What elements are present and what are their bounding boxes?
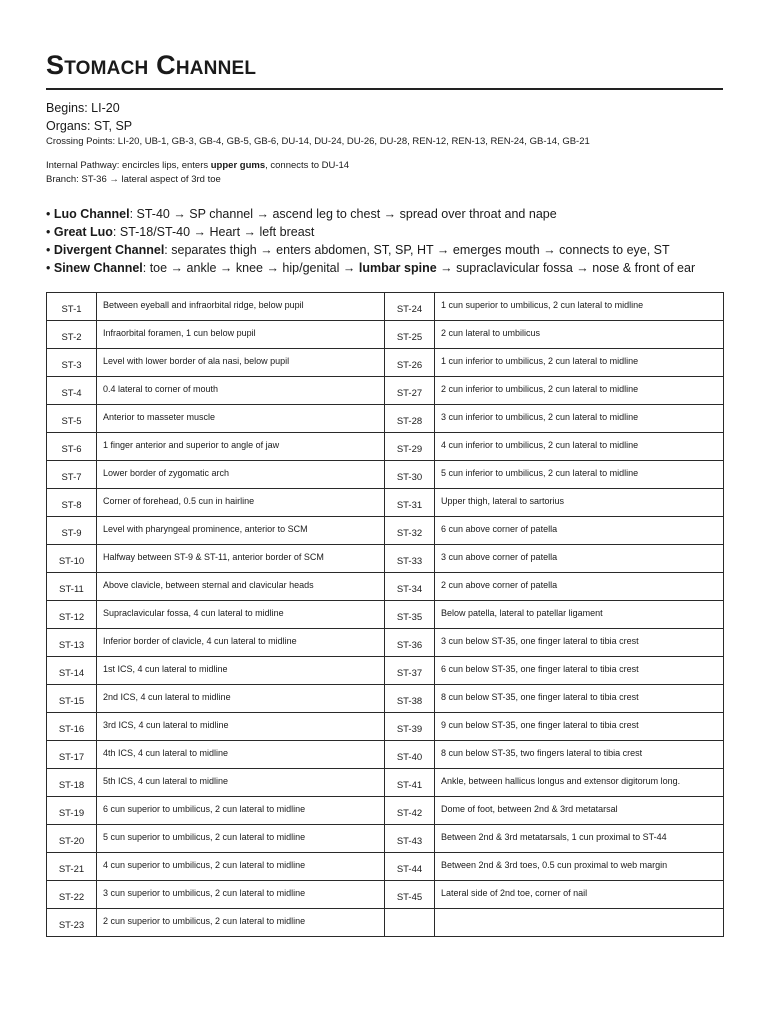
point-code: ST-16 bbox=[58, 724, 85, 735]
point-location: 2 cun above corner of patella bbox=[441, 579, 558, 590]
point-location-cell-left bbox=[97, 517, 385, 545]
point-location-cell-right bbox=[435, 545, 724, 573]
point-location: 2nd ICS, 4 cun lateral to midline bbox=[103, 691, 231, 702]
point-location-cell-left bbox=[97, 741, 385, 769]
point-code-cell-right bbox=[385, 405, 435, 433]
point-code-cell-left bbox=[47, 797, 97, 825]
point-code: ST-4 bbox=[61, 388, 82, 399]
point-code: ST-11 bbox=[59, 584, 84, 595]
point-location: Between eyeball and infraorbital ridge, below pupil bbox=[103, 299, 304, 310]
table-row bbox=[47, 657, 724, 685]
table-row bbox=[47, 461, 724, 489]
point-location-cell-left bbox=[97, 461, 385, 489]
point-code: ST-22 bbox=[58, 892, 85, 903]
point-code: ST-2 bbox=[61, 332, 82, 343]
table-row bbox=[47, 685, 724, 713]
point-code-cell-right bbox=[385, 713, 435, 741]
point-code: ST-34 bbox=[396, 584, 423, 595]
point-location-cell-left bbox=[97, 657, 385, 685]
point-location: Level with pharyngeal prominence, anterior to SCM bbox=[103, 523, 308, 534]
point-code: ST-14 bbox=[58, 668, 85, 679]
point-location: 3 cun below ST-35, one finger lateral to tibia crest bbox=[441, 635, 639, 646]
table-row bbox=[47, 433, 724, 461]
point-location-cell-left bbox=[97, 601, 385, 629]
point-location-cell-right bbox=[435, 293, 724, 321]
table-row bbox=[47, 349, 724, 377]
point-location-cell-left bbox=[97, 825, 385, 853]
bullet-text-continued: → supraclavicular fossa → nose & front of ear bbox=[436, 261, 696, 275]
point-location-cell-left bbox=[97, 629, 385, 657]
point-location: 5 cun superior to umbilicus, 2 cun lateral to midline bbox=[103, 831, 306, 842]
bullet-text: : separates thigh → enters abdomen, ST, SP, HT → emerges mouth → connects to eye, ST bbox=[164, 243, 670, 257]
point-code: ST-6 bbox=[61, 444, 82, 455]
point-location: Halfway between ST-9 & ST-11, anterior border of SCM bbox=[103, 551, 324, 562]
point-location-cell-right bbox=[435, 769, 724, 797]
point-location-cell-right bbox=[435, 909, 724, 937]
point-location-cell-right bbox=[435, 377, 724, 405]
point-location: Between 2nd & 3rd toes, 0.5 cun proximal to web margin bbox=[441, 859, 668, 870]
point-code: ST-26 bbox=[396, 360, 423, 371]
point-code-cell-left bbox=[47, 321, 97, 349]
point-code: ST-17 bbox=[58, 752, 85, 763]
point-location-cell-right bbox=[435, 657, 724, 685]
point-location-cell-left bbox=[97, 545, 385, 573]
point-location: 9 cun below ST-35, one finger lateral to tibia crest bbox=[441, 719, 639, 730]
point-code-cell-left bbox=[47, 377, 97, 405]
point-code-cell-right bbox=[385, 517, 435, 545]
point-location-cell-left bbox=[97, 797, 385, 825]
point-code: ST-12 bbox=[58, 612, 85, 623]
point-location-cell-right bbox=[435, 685, 724, 713]
point-location: Ankle, between hallicus longus and extensor digitorum long. bbox=[441, 775, 681, 786]
point-location-cell-right bbox=[435, 405, 724, 433]
point-code: ST-21 bbox=[58, 864, 85, 875]
bullet-dot-icon: • bbox=[46, 225, 54, 239]
point-location: 1 cun superior to umbilicus, 2 cun lateral to midline bbox=[441, 299, 644, 310]
point-location: Lower border of zygomatic arch bbox=[103, 467, 230, 478]
point-code: ST-3 bbox=[61, 360, 82, 371]
point-location: 5 cun inferior to umbilicus, 2 cun lateral to midline bbox=[441, 467, 639, 478]
point-code-cell-right bbox=[385, 657, 435, 685]
point-code-cell-right bbox=[385, 769, 435, 797]
point-code: ST-18 bbox=[58, 780, 85, 791]
point-location: 0.4 lateral to corner of mouth bbox=[103, 383, 219, 394]
point-location: 6 cun below ST-35, one finger lateral to tibia crest bbox=[441, 663, 639, 674]
point-code: ST-7 bbox=[61, 472, 82, 483]
point-code-cell-left bbox=[47, 545, 97, 573]
point-location-cell-right bbox=[435, 601, 724, 629]
title-divider bbox=[46, 88, 723, 90]
point-code: ST-15 bbox=[58, 696, 85, 707]
point-location: Dome of foot, between 2nd & 3rd metatarsal bbox=[441, 803, 618, 814]
point-location-cell-right bbox=[435, 517, 724, 545]
point-code-cell-right bbox=[385, 293, 435, 321]
point-location-cell-left bbox=[97, 349, 385, 377]
bullet-label: Luo Channel bbox=[53, 207, 130, 221]
point-code-cell-right bbox=[385, 853, 435, 881]
point-location: 1st ICS, 4 cun lateral to midline bbox=[103, 663, 228, 674]
point-location: 3 cun inferior to umbilicus, 2 cun lateral to midline bbox=[441, 411, 639, 422]
bullet-label: Sinew Channel bbox=[53, 261, 143, 275]
page-title: Stomach Channel bbox=[46, 50, 257, 80]
begins-text: Begins: LI-20 bbox=[46, 101, 120, 115]
point-location-cell-left bbox=[97, 293, 385, 321]
point-code-cell-left bbox=[47, 741, 97, 769]
point-code: ST-20 bbox=[58, 836, 85, 847]
table-row bbox=[47, 825, 724, 853]
point-code-cell-left bbox=[47, 573, 97, 601]
point-location-cell-right bbox=[435, 573, 724, 601]
table-row bbox=[47, 517, 724, 545]
point-location: Above clavicle, between sternal and clavicular heads bbox=[103, 579, 314, 590]
table-row bbox=[47, 601, 724, 629]
point-location-cell-right bbox=[435, 741, 724, 769]
internal-pathway-suffix: , connects to DU-14 bbox=[265, 160, 350, 171]
table-row bbox=[47, 797, 724, 825]
point-code-cell-right bbox=[385, 461, 435, 489]
point-location: 4 cun superior to umbilicus, 2 cun lateral to midline bbox=[103, 859, 306, 870]
point-code: ST-27 bbox=[396, 388, 423, 399]
point-location: 8 cun below ST-35, two fingers lateral to tibia crest bbox=[441, 747, 643, 758]
point-code: ST-44 bbox=[396, 864, 423, 875]
table-row bbox=[47, 545, 724, 573]
point-code-cell-right bbox=[385, 881, 435, 909]
point-code-cell-right bbox=[385, 685, 435, 713]
point-location: 5th ICS, 4 cun lateral to midline bbox=[103, 775, 229, 786]
table-row bbox=[47, 629, 724, 657]
point-code: ST-41 bbox=[396, 780, 423, 791]
point-code: ST-32 bbox=[396, 528, 423, 539]
point-code: ST-30 bbox=[396, 472, 423, 483]
table-row bbox=[47, 321, 724, 349]
point-location: Anterior to masseter muscle bbox=[103, 411, 216, 422]
table-row bbox=[47, 573, 724, 601]
point-code-cell-left bbox=[47, 825, 97, 853]
point-code-cell-right bbox=[385, 741, 435, 769]
point-code-cell-left bbox=[47, 461, 97, 489]
point-location-cell-right bbox=[435, 489, 724, 517]
point-code: ST-25 bbox=[396, 332, 423, 343]
point-code: ST-33 bbox=[396, 556, 423, 567]
point-code: ST-9 bbox=[61, 528, 82, 539]
point-code: ST-29 bbox=[396, 444, 423, 455]
table-row bbox=[47, 377, 724, 405]
point-code-cell-left bbox=[47, 853, 97, 881]
point-location: 6 cun superior to umbilicus, 2 cun lateral to midline bbox=[103, 803, 306, 814]
point-code: ST-5 bbox=[61, 416, 82, 427]
point-code-cell-left bbox=[47, 601, 97, 629]
point-code-cell-right bbox=[385, 321, 435, 349]
table-row bbox=[47, 769, 724, 797]
point-location: Lateral side of 2nd toe, corner of nail bbox=[441, 887, 588, 898]
point-location: 6 cun above corner of patella bbox=[441, 523, 558, 534]
point-location: Infraorbital foramen, 1 cun below pupil bbox=[103, 327, 256, 338]
point-location: Below patella, lateral to patellar ligament bbox=[441, 607, 603, 618]
point-location: Between 2nd & 3rd metatarsals, 1 cun proximal to ST-44 bbox=[441, 831, 667, 842]
point-code: ST-38 bbox=[396, 696, 423, 707]
point-code-cell-left bbox=[47, 713, 97, 741]
point-location: 3 cun above corner of patella bbox=[441, 551, 558, 562]
point-location: Corner of forehead, 0.5 cun in hairline bbox=[103, 495, 255, 506]
bullet-item bbox=[46, 259, 736, 277]
point-code-cell-left bbox=[47, 517, 97, 545]
internal-pathway-bold: upper gums bbox=[210, 160, 266, 171]
point-code: ST-31 bbox=[396, 500, 423, 511]
table-row bbox=[47, 713, 724, 741]
point-code: ST-43 bbox=[396, 836, 423, 847]
point-location-cell-left bbox=[97, 321, 385, 349]
point-location: 2 cun lateral to umbilicus bbox=[441, 327, 541, 338]
bullet-text: : ST-40 → SP channel → ascend leg to chest → spread over throat and nape bbox=[129, 207, 557, 221]
point-location-cell-left bbox=[97, 489, 385, 517]
point-location-cell-right bbox=[435, 825, 724, 853]
point-code-cell-left bbox=[47, 433, 97, 461]
table-row bbox=[47, 853, 724, 881]
point-code: ST-45 bbox=[396, 892, 423, 903]
branch-text: Branch: ST-36 → lateral aspect of 3rd toe bbox=[46, 174, 221, 185]
point-location-cell-left bbox=[97, 685, 385, 713]
point-code-cell-right bbox=[385, 545, 435, 573]
point-code-cell-right bbox=[385, 433, 435, 461]
point-location: Inferior border of clavicle, 4 cun lateral to midline bbox=[103, 635, 297, 646]
point-code-cell-left bbox=[47, 881, 97, 909]
bullet-bold-term: lumbar spine bbox=[358, 261, 437, 275]
internal-pathway-prefix: Internal Pathway: encircles lips, enters bbox=[46, 160, 211, 171]
point-location-cell-right bbox=[435, 881, 724, 909]
point-code: ST-35 bbox=[396, 612, 423, 623]
point-code-cell-left bbox=[47, 629, 97, 657]
point-location: 3rd ICS, 4 cun lateral to midline bbox=[103, 719, 229, 730]
point-location-cell-right bbox=[435, 433, 724, 461]
point-location: 4th ICS, 4 cun lateral to midline bbox=[103, 747, 229, 758]
point-code-cell-left bbox=[47, 489, 97, 517]
point-location-cell-left bbox=[97, 405, 385, 433]
bullet-dot-icon: • bbox=[46, 261, 54, 275]
bullet-item bbox=[46, 241, 736, 259]
point-code: ST-19 bbox=[58, 808, 85, 819]
point-code-cell-right bbox=[385, 797, 435, 825]
point-code-cell-left bbox=[47, 349, 97, 377]
point-location-cell-left bbox=[97, 909, 385, 937]
points-table bbox=[46, 292, 724, 937]
point-location-cell-left bbox=[97, 853, 385, 881]
bullet-text: : toe → ankle → knee → hip/genital → bbox=[142, 261, 359, 275]
point-location: 4 cun inferior to umbilicus, 2 cun lateral to midline bbox=[441, 439, 639, 450]
point-location-cell-left bbox=[97, 573, 385, 601]
point-code: ST-23 bbox=[58, 920, 85, 931]
point-code-cell-right bbox=[385, 601, 435, 629]
point-location-cell-right bbox=[435, 713, 724, 741]
point-location-cell-right bbox=[435, 629, 724, 657]
channel-bullet-list bbox=[46, 205, 736, 277]
bullet-label: Great Luo bbox=[53, 225, 113, 239]
point-code-cell-left bbox=[47, 293, 97, 321]
point-location: Upper thigh, lateral to sartorius bbox=[441, 495, 565, 506]
point-location: 2 cun inferior to umbilicus, 2 cun lateral to midline bbox=[441, 383, 639, 394]
crossing-points-text: Crossing Points: LI-20, UB-1, GB-3, GB-4, GB-5, GB-6, DU-14, DU-24, DU-26, DU-28, REN-12, REN-13, REN-24, GB-14, GB-21 bbox=[46, 136, 590, 147]
point-location: 2 cun superior to umbilicus, 2 cun lateral to midline bbox=[103, 915, 306, 926]
point-location-cell-left bbox=[97, 433, 385, 461]
bullet-dot-icon: • bbox=[46, 243, 54, 257]
point-code: ST-24 bbox=[396, 304, 423, 315]
point-code: ST-13 bbox=[58, 640, 85, 651]
point-code: ST-39 bbox=[396, 724, 423, 735]
point-code-cell-right bbox=[385, 349, 435, 377]
point-location-cell-right bbox=[435, 461, 724, 489]
point-code: ST-1 bbox=[61, 304, 82, 315]
point-code: ST-10 bbox=[58, 556, 85, 567]
point-location: 1 cun inferior to umbilicus, 2 cun lateral to midline bbox=[441, 355, 639, 366]
internal-pathway-text bbox=[46, 159, 736, 173]
point-code: ST-28 bbox=[396, 416, 423, 427]
point-code-cell-left bbox=[47, 685, 97, 713]
bullet-text: : ST-18/ST-40 → Heart → left breast bbox=[112, 225, 315, 239]
organs-text: Organs: ST, SP bbox=[46, 119, 133, 133]
table-row bbox=[47, 881, 724, 909]
point-location: Level with lower border of ala nasi, below pupil bbox=[103, 355, 290, 366]
point-location-cell-left bbox=[97, 881, 385, 909]
point-location-cell-right bbox=[435, 349, 724, 377]
point-code: ST-8 bbox=[61, 500, 82, 511]
table-row bbox=[47, 489, 724, 517]
point-location: 3 cun superior to umbilicus, 2 cun lateral to midline bbox=[103, 887, 306, 898]
bullet-item bbox=[46, 205, 736, 223]
point-code-cell-right bbox=[385, 909, 435, 937]
point-location-cell-left bbox=[97, 713, 385, 741]
point-location: 8 cun below ST-35, one finger lateral to tibia crest bbox=[441, 691, 639, 702]
point-code: ST-40 bbox=[396, 752, 423, 763]
table-row bbox=[47, 405, 724, 433]
point-code: ST-37 bbox=[396, 668, 423, 679]
point-code-cell-right bbox=[385, 825, 435, 853]
point-location-cell-left bbox=[97, 377, 385, 405]
table-row bbox=[47, 741, 724, 769]
point-code-cell-right bbox=[385, 377, 435, 405]
point-code-cell-left bbox=[47, 909, 97, 937]
point-code-cell-right bbox=[385, 629, 435, 657]
point-code: ST-36 bbox=[396, 640, 423, 651]
point-code-cell-left bbox=[47, 405, 97, 433]
point-location-cell-left bbox=[97, 769, 385, 797]
bullet-dot-icon: • bbox=[46, 207, 54, 221]
point-location: 1 finger anterior and superior to angle of jaw bbox=[103, 439, 280, 450]
channel-info bbox=[46, 99, 736, 187]
table-row bbox=[47, 293, 724, 321]
point-location: Supraclavicular fossa, 4 cun lateral to midline bbox=[103, 607, 284, 618]
bullet-item bbox=[46, 223, 736, 241]
point-code-cell-right bbox=[385, 489, 435, 517]
point-code-cell-left bbox=[47, 769, 97, 797]
point-location-cell-right bbox=[435, 853, 724, 881]
point-code: ST-42 bbox=[396, 808, 423, 819]
point-location-cell-right bbox=[435, 321, 724, 349]
bullet-label: Divergent Channel bbox=[53, 243, 165, 257]
point-location-cell-right bbox=[435, 797, 724, 825]
point-code-cell-right bbox=[385, 573, 435, 601]
point-code-cell-left bbox=[47, 657, 97, 685]
table-row bbox=[47, 909, 724, 937]
